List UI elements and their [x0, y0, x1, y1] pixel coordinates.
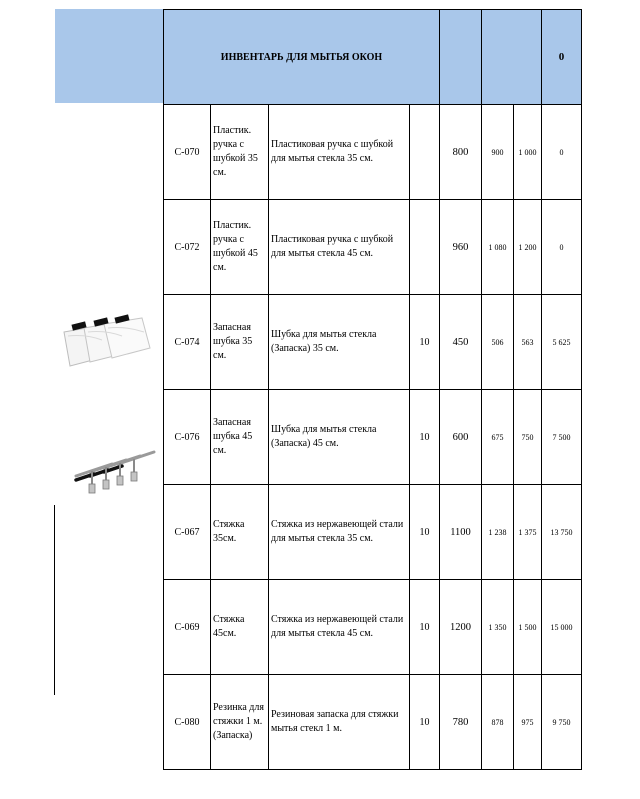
product-price-2: 1 080 — [482, 200, 514, 295]
product-description: Пластиковая ручка с шубкой для мытья стекла 35 см. — [269, 105, 410, 200]
product-code: С-074 — [164, 295, 211, 390]
product-sum: 0 — [542, 105, 582, 200]
left-margin-line — [54, 505, 55, 695]
header-left-band — [55, 9, 163, 103]
product-name: Пластик. ручка с шубкой 45 см. — [211, 200, 269, 295]
product-name: Пластик. ручка с шубкой 35 см. — [211, 105, 269, 200]
product-code: С-070 — [164, 105, 211, 200]
product-quantity: 10 — [410, 675, 440, 770]
product-sum: 7 500 — [542, 390, 582, 485]
product-price: 1100 — [440, 485, 482, 580]
price-table — [163, 9, 582, 770]
product-description: Пластиковая ручка с шубкой для мытья стекла 45 см. — [269, 200, 410, 295]
product-price-3: 975 — [514, 675, 542, 770]
table-row — [164, 105, 582, 200]
product-description: Стяжка из нержавеющей стали для мытья стекла 35 см. — [269, 485, 410, 580]
product-name: Запасная шубка 35 см. — [211, 295, 269, 390]
table-row — [164, 295, 582, 390]
product-price-2: 675 — [482, 390, 514, 485]
product-description: Шубка для мытья стекла (Запаска) 35 см. — [269, 295, 410, 390]
product-price-3: 750 — [514, 390, 542, 485]
header-blank-cell — [440, 10, 482, 105]
table-header-row — [164, 10, 582, 105]
product-price: 1200 — [440, 580, 482, 675]
window-squeegees-image — [72, 440, 160, 496]
product-price: 960 — [440, 200, 482, 295]
product-price: 800 — [440, 105, 482, 200]
product-quantity: 10 — [410, 390, 440, 485]
product-description: Резиновая запаска для стяжки мытья стекл 1 м. — [269, 675, 410, 770]
section-total: 0 — [542, 10, 582, 105]
product-code: С-072 — [164, 200, 211, 295]
table-row — [164, 200, 582, 295]
product-price-2: 1 350 — [482, 580, 514, 675]
table-row — [164, 390, 582, 485]
table-row — [164, 675, 582, 770]
product-quantity: 10 — [410, 295, 440, 390]
product-price-3: 1 200 — [514, 200, 542, 295]
header-blank-cell — [482, 10, 542, 105]
product-price-3: 1 375 — [514, 485, 542, 580]
product-price-3: 563 — [514, 295, 542, 390]
product-description: Шубка для мытья стекла (Запаска) 45 см. — [269, 390, 410, 485]
product-price: 450 — [440, 295, 482, 390]
product-code: С-069 — [164, 580, 211, 675]
window-washer-sleeves-image — [58, 314, 154, 372]
product-sum: 5 625 — [542, 295, 582, 390]
product-name: Запасная шубка 45 см. — [211, 390, 269, 485]
product-price: 600 — [440, 390, 482, 485]
product-code: С-067 — [164, 485, 211, 580]
product-name: Стяжка 35см. — [211, 485, 269, 580]
product-quantity — [410, 200, 440, 295]
product-price: 780 — [440, 675, 482, 770]
product-price-3: 1 000 — [514, 105, 542, 200]
table-row — [164, 485, 582, 580]
product-price-2: 1 238 — [482, 485, 514, 580]
product-price-2: 900 — [482, 105, 514, 200]
product-code: С-080 — [164, 675, 211, 770]
product-price-2: 878 — [482, 675, 514, 770]
product-name: Резинка для стяжки 1 м.(Запаска) — [211, 675, 269, 770]
product-code: С-076 — [164, 390, 211, 485]
product-quantity — [410, 105, 440, 200]
product-price-2: 506 — [482, 295, 514, 390]
product-sum: 13 750 — [542, 485, 582, 580]
table-row — [164, 580, 582, 675]
product-quantity: 10 — [410, 485, 440, 580]
product-description: Стяжка из нержавеющей стали для мытья стекла 45 см. — [269, 580, 410, 675]
product-quantity: 10 — [410, 580, 440, 675]
product-sum: 0 — [542, 200, 582, 295]
section-title: ИНВЕНТАРЬ ДЛЯ МЫТЬЯ ОКОН — [164, 10, 440, 105]
product-sum: 9 750 — [542, 675, 582, 770]
product-name: Стяжка 45см. — [211, 580, 269, 675]
product-price-3: 1 500 — [514, 580, 542, 675]
product-sum: 15 000 — [542, 580, 582, 675]
